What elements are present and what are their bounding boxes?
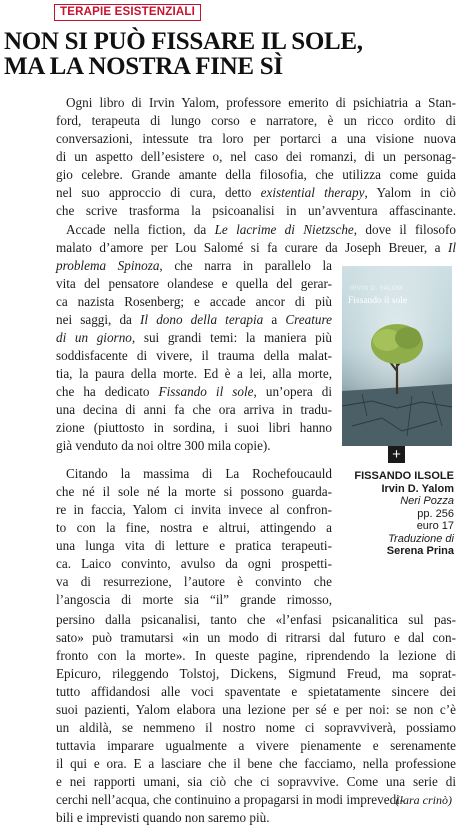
body-line: già venduto da noi oltre 300 mila copie). bbox=[56, 438, 271, 453]
text-run: , Yalom in ciò bbox=[364, 185, 456, 200]
body-line: cerchi nell’acqua, che continuino a propagarsi in modi imprevedi- bbox=[56, 792, 405, 807]
book-author: Irvin D. Yalom bbox=[381, 482, 454, 495]
text-run: , che narra in parallelo la bbox=[159, 258, 332, 273]
body-line: ca. Laico convinto, avulso da ogni prospetti- bbox=[56, 556, 332, 571]
headline bbox=[4, 29, 450, 79]
book-title: FISSANDO ILSOLE bbox=[354, 470, 454, 482]
text-run: , un’opera di bbox=[253, 384, 332, 399]
text-run-italic: di un giorno bbox=[56, 330, 132, 345]
book-publisher: Neri Pozza bbox=[400, 495, 454, 507]
body-line: to con la fine, nostra e altrui, attingendo a bbox=[56, 520, 332, 535]
text-run-italic: Il dono della terapia bbox=[140, 312, 264, 327]
tree-illustration bbox=[342, 266, 452, 446]
text-run: nel suo approccio di cura, detto bbox=[56, 185, 261, 200]
body-line: bili e imprevisti quando non saremo più. bbox=[56, 810, 270, 825]
body-line bbox=[56, 311, 332, 329]
byline: (lara crinò) bbox=[395, 793, 452, 807]
body-line: che scrive trasforma la psicoanalisi in un’avventura affascinante. bbox=[56, 203, 456, 218]
text-run: malato d’amore per Lou Salomé si fa curare da Joseph Breuer, a bbox=[56, 240, 448, 255]
body-line: gio celebre. Grande amante della filosofia, che utilizza come guida bbox=[56, 167, 456, 182]
body-line: il qui e ora. E a lasciare che il bene che facciamo, nella professione bbox=[56, 756, 456, 771]
book-info bbox=[340, 470, 454, 558]
body-line: Ogni libro di Irvin Yalom, professore emerito di psichiatria a Stan- bbox=[66, 95, 456, 110]
body-line: e nei rapporti umani, sia ciò che ci sopravvive. Come una serie di bbox=[56, 774, 456, 789]
text-run-italic: problema Spinoza bbox=[56, 258, 160, 273]
body-line: l’angoscia di morte sia “il” grande rimosso, bbox=[56, 592, 332, 607]
body-line bbox=[56, 329, 332, 347]
text-run: , dove il filosofo bbox=[353, 222, 456, 237]
body-line: un aldilà, se nemmeno il nostro nome ci sopravviverà, possiamo bbox=[56, 720, 456, 735]
body-line: ford, terapeuta di lungo corso e narratore, è un ricco ordito di bbox=[56, 113, 456, 128]
text-run: Accade nella fiction, da bbox=[66, 222, 215, 237]
body-line: di un aspetto dell’esistere o, nel caso dei romanzi, di un personag- bbox=[56, 149, 456, 164]
text-run-italic: Le lacrime di Nietzsche bbox=[214, 222, 354, 237]
book-pages: pp. 256 bbox=[417, 507, 454, 520]
body-line: Epicuro, rileggendo Tolstoj, Dickens, Sigmund Freud, ma soprat- bbox=[56, 666, 456, 681]
body-line: re in faccia, Yalom ci invita invece al confron- bbox=[56, 502, 332, 517]
text-run-italic: Creature bbox=[285, 312, 332, 327]
body-line bbox=[56, 184, 456, 202]
body-line: che né il sole né la morte si possono guarda- bbox=[56, 484, 332, 499]
body-line: soddisfacente di vivere, il trauma della malat- bbox=[56, 348, 332, 363]
body-line: una decina di anni fa che ora arriva in tradu- bbox=[56, 402, 332, 417]
body-line: tutto affidandosi alle voci spaventate e spietatamente sincere dei bbox=[56, 684, 456, 699]
translation-label: Traduzione di bbox=[388, 532, 454, 545]
headline-line-1: NON SI PUÒ FISSARE IL SOLE, bbox=[4, 28, 363, 55]
section-tag: TERAPIE ESISTENZIALI bbox=[54, 4, 201, 21]
book-price: euro 17 bbox=[416, 520, 454, 532]
body-line bbox=[56, 239, 456, 257]
body-line: tuttavia imparare ugualmente a vivere pienamente e serenamente bbox=[56, 738, 456, 753]
body-line: vita del pensatore olandese e quella del gerar- bbox=[56, 276, 332, 291]
body-line: zione (piuttosto in sordina, i suoi libri hanno bbox=[56, 420, 332, 435]
body-line: persino dalla psicanalisi, tanto che «l’enfasi psicanalitica sul pas- bbox=[56, 612, 456, 627]
text-run: che ha dedicato bbox=[56, 384, 159, 399]
body-line bbox=[56, 257, 332, 275]
book-translator: Serena Prina bbox=[386, 545, 454, 557]
body-line: suoi pazienti, Yalom elabora una lezione per sé e per noi: se non c’è bbox=[56, 702, 456, 717]
body-line: sato» può tramutarsi «in un modo di ritrarsi dal futuro e dal con- bbox=[56, 630, 456, 645]
book-cover-image[interactable] bbox=[342, 266, 452, 446]
text-run: nei saggi, da bbox=[56, 312, 141, 327]
plus-icon[interactable]: + bbox=[388, 446, 405, 463]
text-run-italic: Fissando il sole bbox=[158, 384, 254, 399]
body-line: va di resurrezione, l’autore è convinto che bbox=[56, 574, 332, 589]
body-line: Citando la massima di La Rochefoucauld bbox=[66, 466, 332, 481]
headline-line-2: MA LA NOSTRA FINE SÌ bbox=[4, 53, 283, 80]
text-run-italic: Il bbox=[447, 240, 456, 255]
body-line: tia, la paura della morte. Ed è a lei, alla morte, bbox=[56, 366, 332, 381]
text-run: a bbox=[263, 312, 286, 327]
body-line: ca nazista Rosenberg; e accade ancor di più bbox=[56, 294, 332, 309]
text-run-italic: existential therapy bbox=[260, 185, 365, 200]
body-line bbox=[56, 383, 332, 401]
body-line: fronto con la morte». In queste pagine, riprendendo la lezione di bbox=[56, 648, 456, 663]
body-line: una lunga vita di letture e pratica terapeuti- bbox=[56, 538, 332, 553]
body-line bbox=[66, 221, 456, 239]
text-run: , sui grandi temi: la maniera più bbox=[131, 330, 332, 345]
body-line: conversazioni, intessute tra loro per portarci a una visione nuova bbox=[56, 131, 456, 146]
